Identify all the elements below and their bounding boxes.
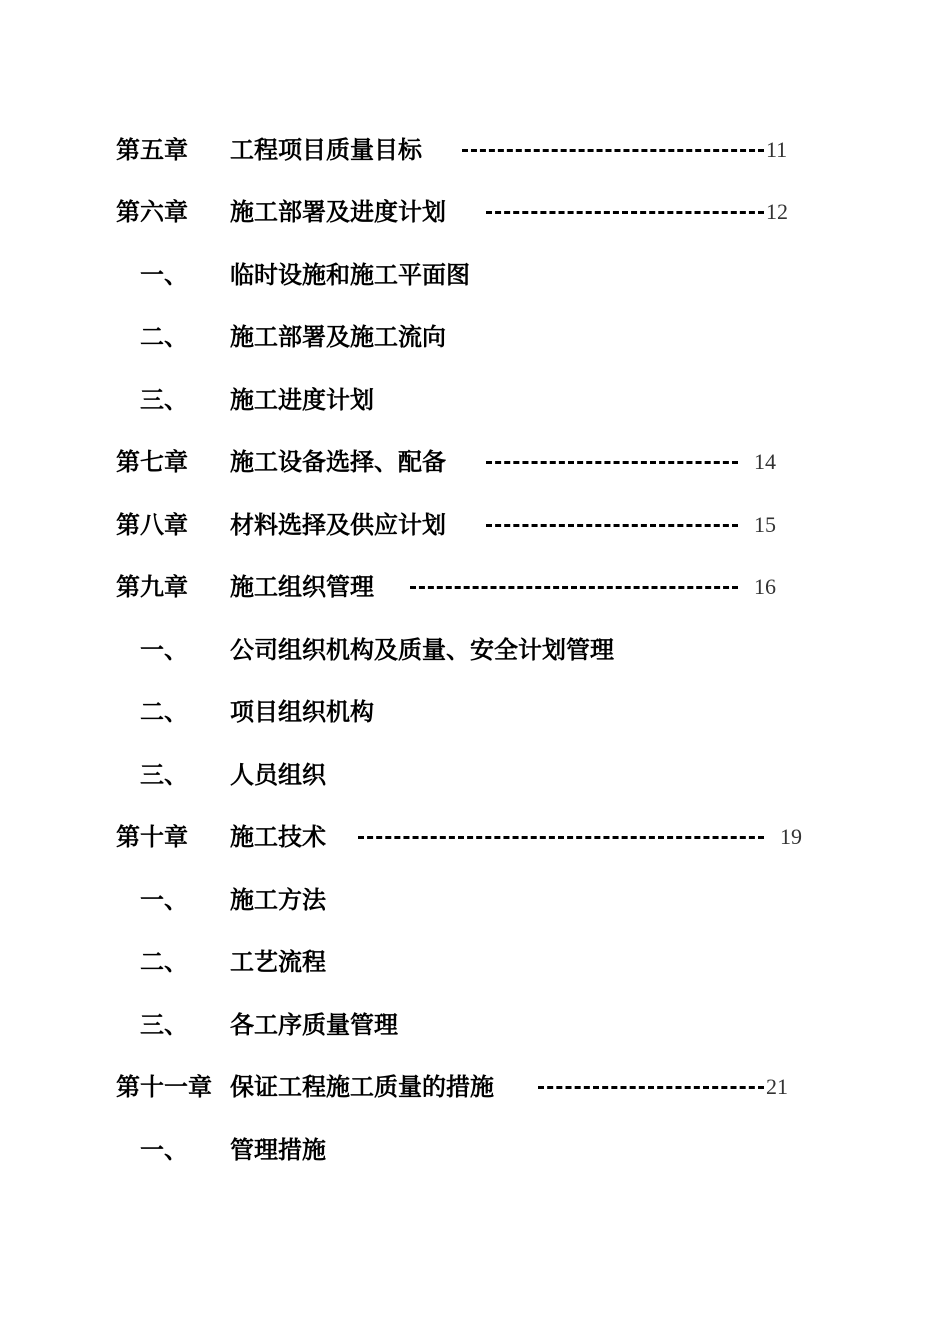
dot-leader bbox=[486, 461, 738, 464]
page-number: 19 bbox=[780, 824, 802, 849]
section-label: 三、 bbox=[140, 761, 188, 789]
section-label: 三、 bbox=[140, 386, 188, 414]
page-number: 15 bbox=[754, 512, 776, 537]
chapter-title: 施工组织管理 bbox=[230, 573, 374, 601]
chapter-label: 第九章 bbox=[116, 573, 188, 601]
section-title: 公司组织机构及质量、安全计划管理 bbox=[230, 636, 614, 664]
toc-entry-chapter-8[interactable] bbox=[0, 505, 950, 545]
section-label: 二、 bbox=[140, 323, 188, 351]
toc-entry-section[interactable] bbox=[0, 692, 950, 732]
toc-entry-chapter-6[interactable] bbox=[0, 192, 950, 232]
toc-entry-section[interactable] bbox=[0, 880, 950, 920]
toc-entry-chapter-11[interactable] bbox=[0, 1067, 950, 1107]
toc-entry-section[interactable] bbox=[0, 942, 950, 982]
section-label: 三、 bbox=[140, 1011, 188, 1039]
toc-entry-section[interactable] bbox=[0, 317, 950, 357]
toc-entry-section[interactable] bbox=[0, 1130, 950, 1170]
chapter-title: 施工部署及进度计划 bbox=[230, 198, 446, 226]
section-label: 一、 bbox=[140, 261, 188, 289]
section-title: 施工方法 bbox=[230, 886, 326, 914]
chapter-label: 第五章 bbox=[116, 136, 188, 164]
toc-entry-section[interactable] bbox=[0, 1005, 950, 1045]
dot-leader bbox=[462, 149, 764, 152]
section-title: 人员组织 bbox=[230, 761, 326, 789]
chapter-label: 第十一章 bbox=[116, 1073, 212, 1101]
page-number: 16 bbox=[754, 574, 776, 599]
dot-leader bbox=[410, 586, 738, 589]
toc-entry-chapter-10[interactable] bbox=[0, 817, 950, 857]
dot-leader bbox=[358, 836, 764, 839]
toc-entry-section[interactable] bbox=[0, 755, 950, 795]
page-number: 21 bbox=[766, 1074, 788, 1099]
chapter-label: 第八章 bbox=[116, 511, 188, 539]
toc-entry-section[interactable] bbox=[0, 380, 950, 420]
toc-entry-section[interactable] bbox=[0, 630, 950, 670]
section-label: 一、 bbox=[140, 636, 188, 664]
toc-entry-chapter-7[interactable] bbox=[0, 442, 950, 482]
section-title: 各工序质量管理 bbox=[230, 1011, 398, 1039]
chapter-title: 材料选择及供应计划 bbox=[230, 511, 446, 539]
section-label: 二、 bbox=[140, 948, 188, 976]
section-label: 一、 bbox=[140, 886, 188, 914]
chapter-label: 第六章 bbox=[116, 198, 188, 226]
section-title: 工艺流程 bbox=[230, 948, 326, 976]
dot-leader bbox=[486, 524, 738, 527]
chapter-title: 施工技术 bbox=[230, 823, 326, 851]
toc-entry-chapter-9[interactable] bbox=[0, 567, 950, 607]
dot-leader bbox=[538, 1086, 764, 1089]
toc-entry-chapter-5[interactable] bbox=[0, 130, 950, 170]
section-title: 管理措施 bbox=[230, 1136, 326, 1164]
section-title: 施工部署及施工流向 bbox=[230, 323, 446, 351]
chapter-label: 第七章 bbox=[116, 448, 188, 476]
section-label: 二、 bbox=[140, 698, 188, 726]
section-title: 施工进度计划 bbox=[230, 386, 374, 414]
section-title: 项目组织机构 bbox=[230, 698, 374, 726]
section-title: 临时设施和施工平面图 bbox=[230, 261, 470, 289]
chapter-title: 施工设备选择、配备 bbox=[230, 448, 446, 476]
chapter-label: 第十章 bbox=[116, 823, 188, 851]
page-number: 11 bbox=[766, 137, 788, 162]
chapter-title: 工程项目质量目标 bbox=[230, 136, 422, 164]
dot-leader bbox=[486, 211, 764, 214]
page-number: 12 bbox=[766, 199, 788, 224]
chapter-title: 保证工程施工质量的措施 bbox=[230, 1073, 494, 1101]
page-number: 14 bbox=[754, 449, 776, 474]
toc-entry-section[interactable] bbox=[0, 255, 950, 295]
section-label: 一、 bbox=[140, 1136, 188, 1164]
